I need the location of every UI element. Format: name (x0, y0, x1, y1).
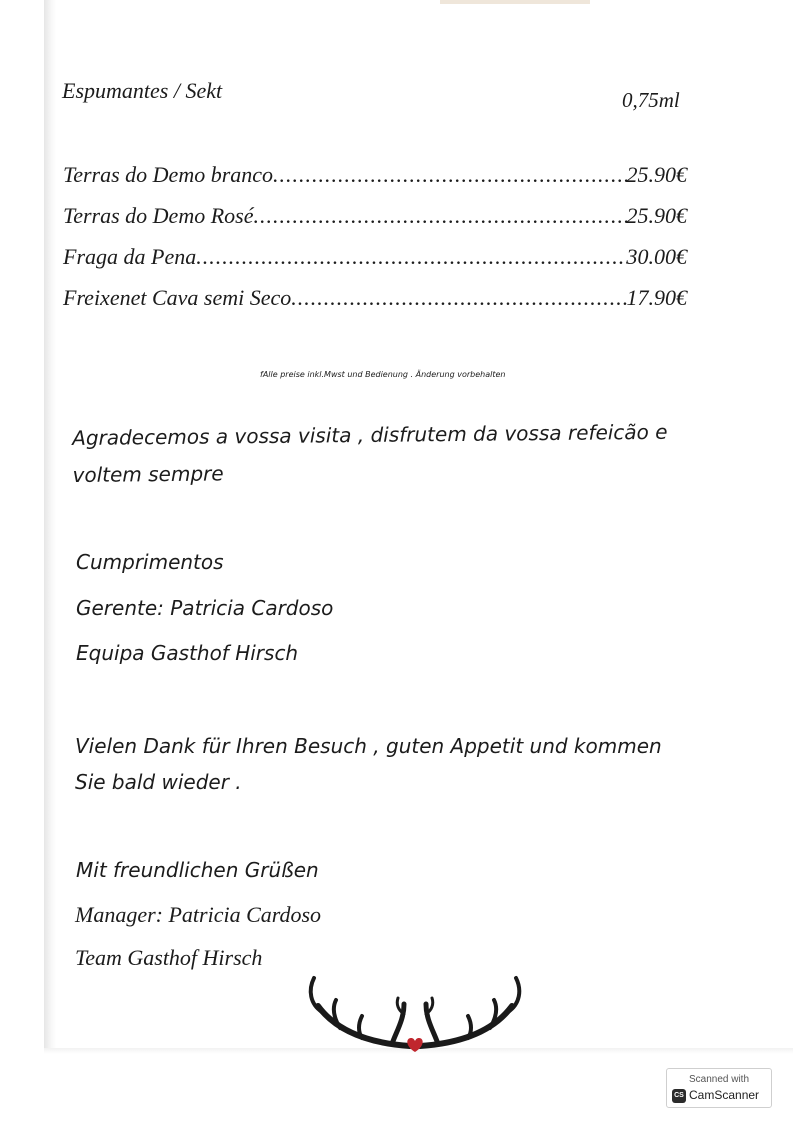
dot-leader (273, 162, 626, 188)
portuguese-manager: Gerente: Patricia Cardoso (76, 596, 334, 620)
wine-price: 25.90€ (626, 162, 687, 187)
watermark-caption: Scanned with (688, 1074, 750, 1085)
wine-name: Freixenet Cava semi Seco (63, 285, 292, 310)
scan-smudge (440, 0, 590, 4)
paper-edge-shadow (44, 0, 56, 1050)
wine-row (63, 244, 687, 285)
watermark-brand: CamScanner (689, 1088, 760, 1102)
bottle-volume: 0,75ml (622, 88, 680, 112)
wine-row (63, 162, 687, 203)
german-manager: Manager: Patricia Cardoso (75, 902, 322, 927)
wine-name: Terras do Demo Rosé (63, 203, 254, 228)
german-greeting: Mit freundlichen Grüßen (76, 858, 319, 882)
camscanner-logo-icon: CS (672, 1089, 686, 1103)
wine-price: 17.90€ (626, 285, 687, 310)
section-title: Espumantes / Sekt (62, 78, 223, 103)
deer-antlers-logo-icon (300, 974, 530, 1054)
wine-row (63, 285, 687, 326)
wine-list (63, 162, 687, 326)
price-footnote: fAlle preise inkl.Mwst und Bedienung . Änderung vorbehalten (260, 370, 506, 379)
portuguese-greeting: Cumprimentos (76, 550, 224, 574)
german-thanks: Vielen Dank für Ihren Besuch , guten Appetit und kommen Sie bald wieder . (75, 734, 662, 794)
wine-name: Fraga da Pena (63, 244, 197, 269)
dot-leader (291, 285, 626, 311)
wine-price: 30.00€ (626, 244, 687, 269)
wine-row (63, 203, 687, 244)
wine-name: Terras do Demo branco (63, 162, 274, 187)
dot-leader (196, 244, 626, 270)
portuguese-team: Equipa Gasthof Hirsch (76, 641, 299, 665)
dot-leader (253, 203, 626, 229)
wine-price: 25.90€ (626, 203, 687, 228)
german-team: Team Gasthof Hirsch (75, 945, 263, 970)
camscanner-watermark (666, 1068, 772, 1108)
portuguese-thanks: Agradecemos a vossa visita , disfrutem da vossa refeicão e voltem sempre (72, 419, 668, 487)
